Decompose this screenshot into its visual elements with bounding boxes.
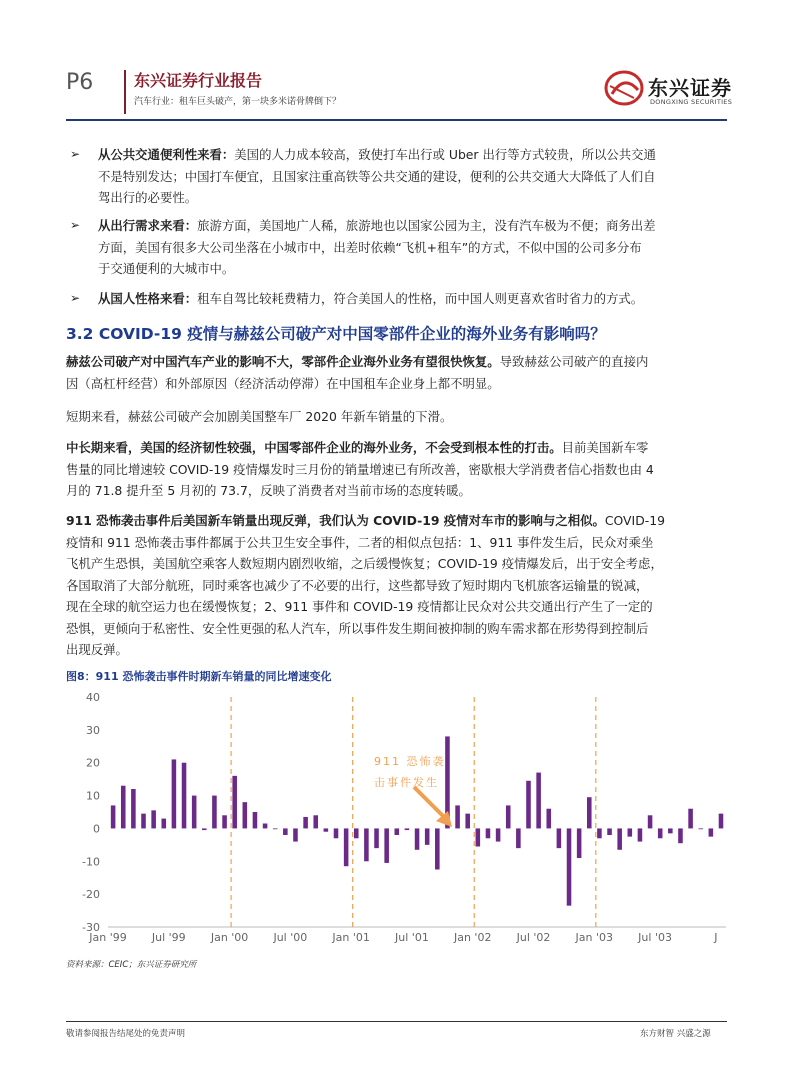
report-subtitle: 汽车行业：租车巨头破产，第一块多米诺骨牌倒下？ [134,97,342,107]
annotation-arrow-icon [414,787,444,817]
paragraph: 911 恐怖袭击事件后美国新车销量出现反弹，我们认为 COVID-19 疫情对车市的影响与之相似。COVID-19 疫情和 911 恐怖袭击事件都属于公共卫生安全事件，二者的相似点包括：1、911 事件发生后，民众对乘坐 飞机产生恐惧，美国航空乘客人数短期内剧烈收缩，之后缓慢恢复；COVID-19 疫情爆发后，出于安全考虑， 各国取消了大部分航班，同时乘客也减少了不必要的出行，这些都导致了短时期内飞机旅客运输量的锐减， 现在全球的航空运力也在缓慢恢复；2、911 事件和 COVID-19 疫情都让民众对公共交通出行产生了一定的 恐惧，更倾向于私密性、安全性更强的私人汽车，所以事件发生期间被抑制的购车需求都在形势得到控制后 出现反弹。 [66,513,665,657]
logo-text: 东兴证券 [648,76,732,100]
bar [141,814,146,829]
footer-slogan: 东方财智 兴盛之源 [640,1029,711,1039]
x-tick-label: Jan '02 [453,931,492,944]
bar [526,781,531,829]
bar [557,828,562,848]
x-tick-label: Jul '00 [273,931,308,944]
bar [425,828,430,844]
bar [506,805,511,828]
bar [324,828,329,831]
bar [698,828,703,829]
bar [384,828,389,863]
bar [303,817,308,829]
annotation-text: 击事件发生 [374,776,439,789]
logo-english: DONGXING SECURITIES [650,98,733,106]
bar [313,815,318,828]
header-rule [66,119,727,121]
y-tick-label: 0 [93,822,100,836]
paragraph: 短期来看，赫兹公司破产会加剧美国整车厂 2020 年新车销量的下滑。 [66,409,453,424]
bar [638,828,643,841]
figure-title: 图8：911 恐怖袭击事件时期新车销量的同比增速变化 [66,670,332,683]
bar [465,814,470,829]
bar [597,828,602,838]
bar [536,773,541,829]
bar [222,815,227,828]
bar [577,828,582,858]
bar [688,809,693,829]
bar [172,759,177,828]
bullet-arrow-icon: ➢ [70,291,81,305]
x-tick-label: Jan '00 [210,931,249,944]
bar [567,828,572,905]
x-tick-label: Jan '01 [332,931,370,944]
bar [354,828,359,838]
bar [648,815,653,828]
bar [709,828,714,836]
bar [435,828,440,869]
bullet-lead: 从出行需求来看： [98,218,198,233]
annotation-text: 911 恐怖袭 [374,755,446,768]
bullet-item: ➢ 从国人性格来看：租车自驾比较耗费精力，符合美国人的性格，而中国人则更喜欢省时省力的方式。 [70,288,730,310]
y-tick-label: -10 [82,855,100,869]
bar [405,828,410,830]
bullet-lead: 从国人性格来看： [98,291,198,306]
bar-chart [66,685,736,945]
bar [182,763,187,829]
bar [263,824,268,829]
bar [232,776,237,829]
footer-rule [66,1021,727,1022]
footer-disclaimer: 敬请参阅报告结尾处的免责声明 [66,1029,186,1039]
section-heading: 3.2 COVID-19 疫情与赫兹公司破产对中国零部件企业的海外业务有影响吗？ [66,325,606,343]
bar [293,828,298,841]
bar [546,809,551,829]
bar [212,796,217,829]
bar [344,828,349,866]
bar [719,814,724,829]
bar [486,828,491,838]
page-number: P6 [66,70,94,95]
y-tick-label: -30 [82,921,100,934]
bar [496,828,501,841]
bar [253,812,258,828]
bar [273,828,278,829]
bar [374,828,379,848]
bullet-item: ➢ 从出行需求来看：旅游方面，美国地广人稀，旅游地也以国家公园为主，没有汽车极为不便；商务出差 方面，美国有很多大公司坐落在小城市中，出差时依赖“飞机+租车”的方式，不似中国的公司多分布 于交通便利的大城市中。 [70,215,730,280]
y-tick-label: 20 [86,756,100,770]
bar [364,828,369,861]
header-divider [124,70,126,114]
y-tick-label: 40 [86,691,100,704]
x-tick-label: Jul '02 [516,931,551,944]
paragraph: 赫兹公司破产对中国汽车产业的影响不大，零部件企业海外业务有望很快恢复。导致赫兹公司破产的直接内 因（高杠杆经营）和外部原因（经济活动停滞）在中国租车企业身上都不明显。 [66,354,649,391]
bar [455,805,460,828]
bar [243,802,248,828]
paragraph: 中长期来看，美国的经济韧性较强，中国零部件企业的海外业务，不会受到根本性的打击。目前美国新车零 售量的同比增速较 COVID-19 疫情爆发时三月份的销量增速已有所改善，密歇根大学消费者信心指数也由 4 月的 71.8 提升至 5 月初的 73.7，反映了消费者对当前市场的态度转暖。 [66,440,654,498]
bar [678,828,683,843]
bar [121,786,126,829]
logo-mark-icon [606,72,642,104]
bar [607,828,612,835]
bullet-arrow-icon: ➢ [70,218,81,232]
x-tick-label: J [714,931,718,944]
bullet-arrow-icon: ➢ [70,147,81,161]
bar [628,828,633,836]
bar [617,828,622,849]
bar [476,828,481,846]
bar [192,796,197,829]
x-tick-label: Jul '99 [151,931,186,944]
bar [658,828,663,838]
x-tick-label: Jul '01 [395,931,429,944]
bullet-item: ➢ 从公共交通便利性来看：美国的人力成本较高，致使打车出行或 Uber 出行等方式较贵，所以公共交通 不是特别发达；中国打车便宜，且国家注重高铁等公共交通的建设，便利的公共交通大大降低了人们自 驾出行的必要性。 [70,144,730,209]
bar [587,797,592,828]
bar [334,828,339,838]
bar [516,828,521,848]
bar [131,789,136,828]
x-tick-label: Jul '03 [638,931,672,944]
bar [202,828,207,830]
x-tick-label: Jan '03 [575,931,614,944]
bar [151,810,156,828]
bar [415,828,420,849]
source-note: 资料来源：CEIC；东兴证券研究所 [66,960,197,970]
x-tick-label: Jan '99 [89,931,127,944]
bar [395,828,400,835]
bar [283,828,288,835]
y-tick-label: 10 [86,789,100,803]
bar [668,828,673,833]
bar [111,805,116,828]
y-tick-label: 30 [86,723,100,737]
y-tick-label: -20 [82,888,100,902]
bar [161,819,166,829]
report-title: 东兴证券行业报告 [134,71,263,90]
bullet-lead: 从公共交通便利性来看： [98,147,235,162]
